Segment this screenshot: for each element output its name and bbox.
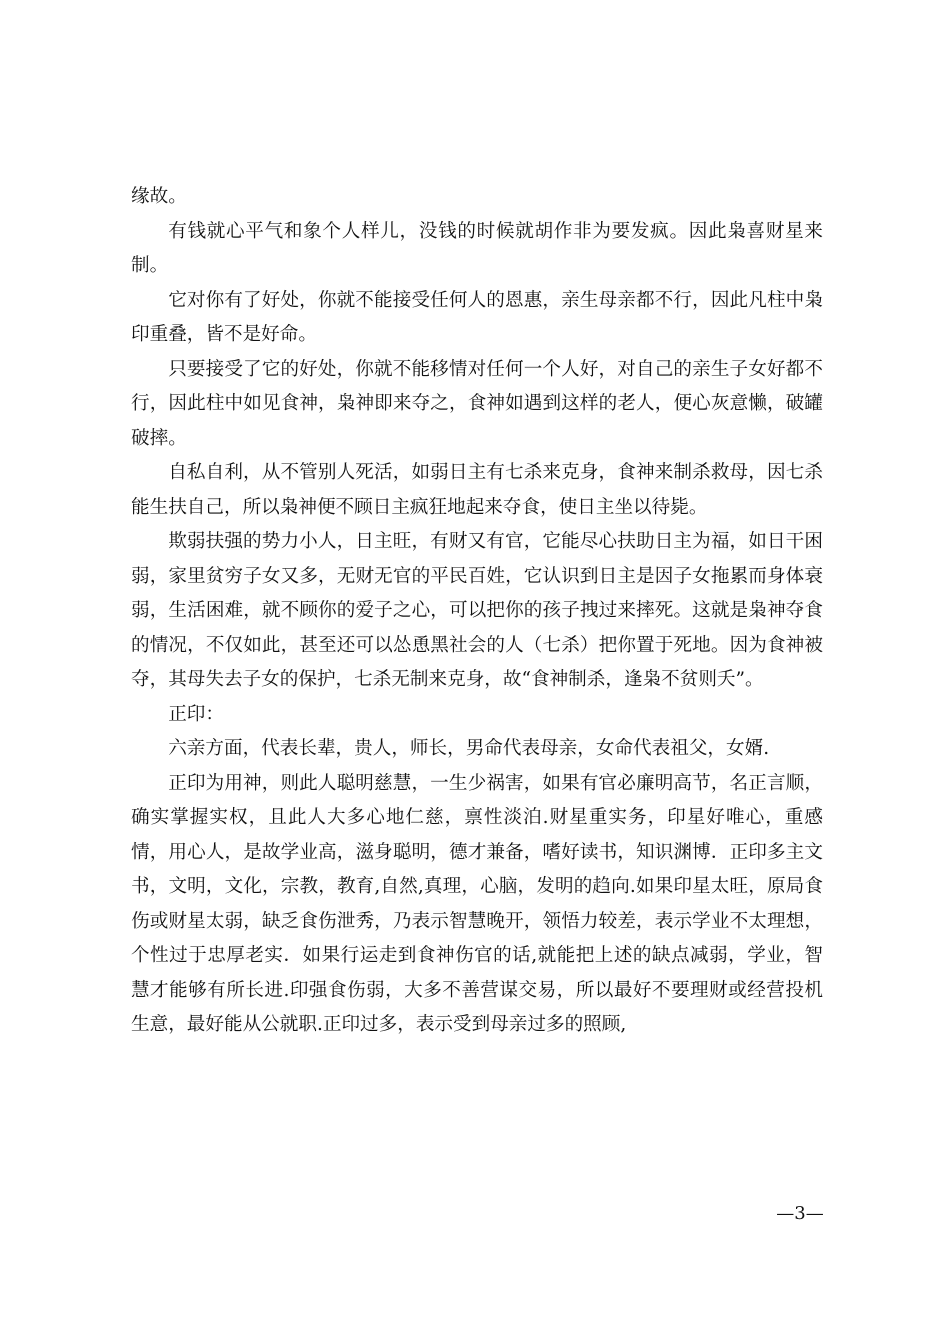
paragraph: 只要接受了它的好处，你就不能移情对任何一个人好，对自己的亲生子女好都不行，因此柱中如见食神，枭神即来夺之，食神如遇到这样的老人，便心灰意懒，破罐破摔。 [131,358,823,449]
paragraph: 有钱就心平气和象个人样儿，没钱的时候就胡作非为要发疯。因此枭喜财星来制。 [131,220,823,276]
paragraph: 自私自利，从不管别人死活，如弱日主有七杀来克身，食神来制杀救母，因七杀能生扶自己，所以枭神便不顾日主疯狂地起来夺食，使日主坐以待毙。 [131,462,823,518]
paragraph: 缘故。 [131,186,187,207]
paragraph: 欺弱扶强的势力小人，日主旺，有财又有官，它能尽心扶助日主为福，如日干困弱，家里贫穷子女又多，无财无官的平民百姓，它认识到日主是因子女拖累而身体衰弱，生活困难，就不顾你的爱子之心，可以把你的孩子拽过来摔死。这就是枭神夺食的情况，不仅如此，甚至还可以怂恿黑社会的人（七杀）把你置于死地。因为食神被夺，其母失去子女的保护，七杀无制来克身，故“食神制杀，逢枭不贫则夭”。 [131,531,823,690]
page-number: —3— [776,1203,824,1224]
section-heading: 正印： [168,703,224,725]
document-body [131,180,823,1043]
paragraph: 六亲方面，代表长辈，贵人，师长，男命代表母亲，女命代表祖父，女婿. [168,738,770,759]
paragraph: 它对你有了好处，你就不能接受任何人的恩惠，亲生母亲都不行，因此凡柱中枭印重叠，皆不是好命。 [131,289,823,345]
paragraph: 正印为用神，则此人聪明慈慧，一生少祸害，如果有官必廉明高节，名正言顺，确实掌握实权，且此人大多心地仁慈，禀性淡泊.财星重实务，印星好唯心，重感情，用心人，是故学业高，滋身聪明，德才兼备，嗜好读书，知识渊博．正印多主文书，文明，文化，宗教，教育,自然,真理，心脑，发明的趋向.如果印星太旺，原局食伤或财星太弱，缺乏食伤泄秀，乃表示智慧晚开，领悟力较差，表示学业不太理想，个性过于忠厚老实．如果行运走到食神伤官的话,就能把上述的缺点减弱，学业，智慧才能够有所长进.印强食伤弱，大多不善营谋交易，所以最好不要理财或经营投机生意，最好能从公就职.正印过多，表示受到母亲过多的照顾, [131,772,823,1035]
